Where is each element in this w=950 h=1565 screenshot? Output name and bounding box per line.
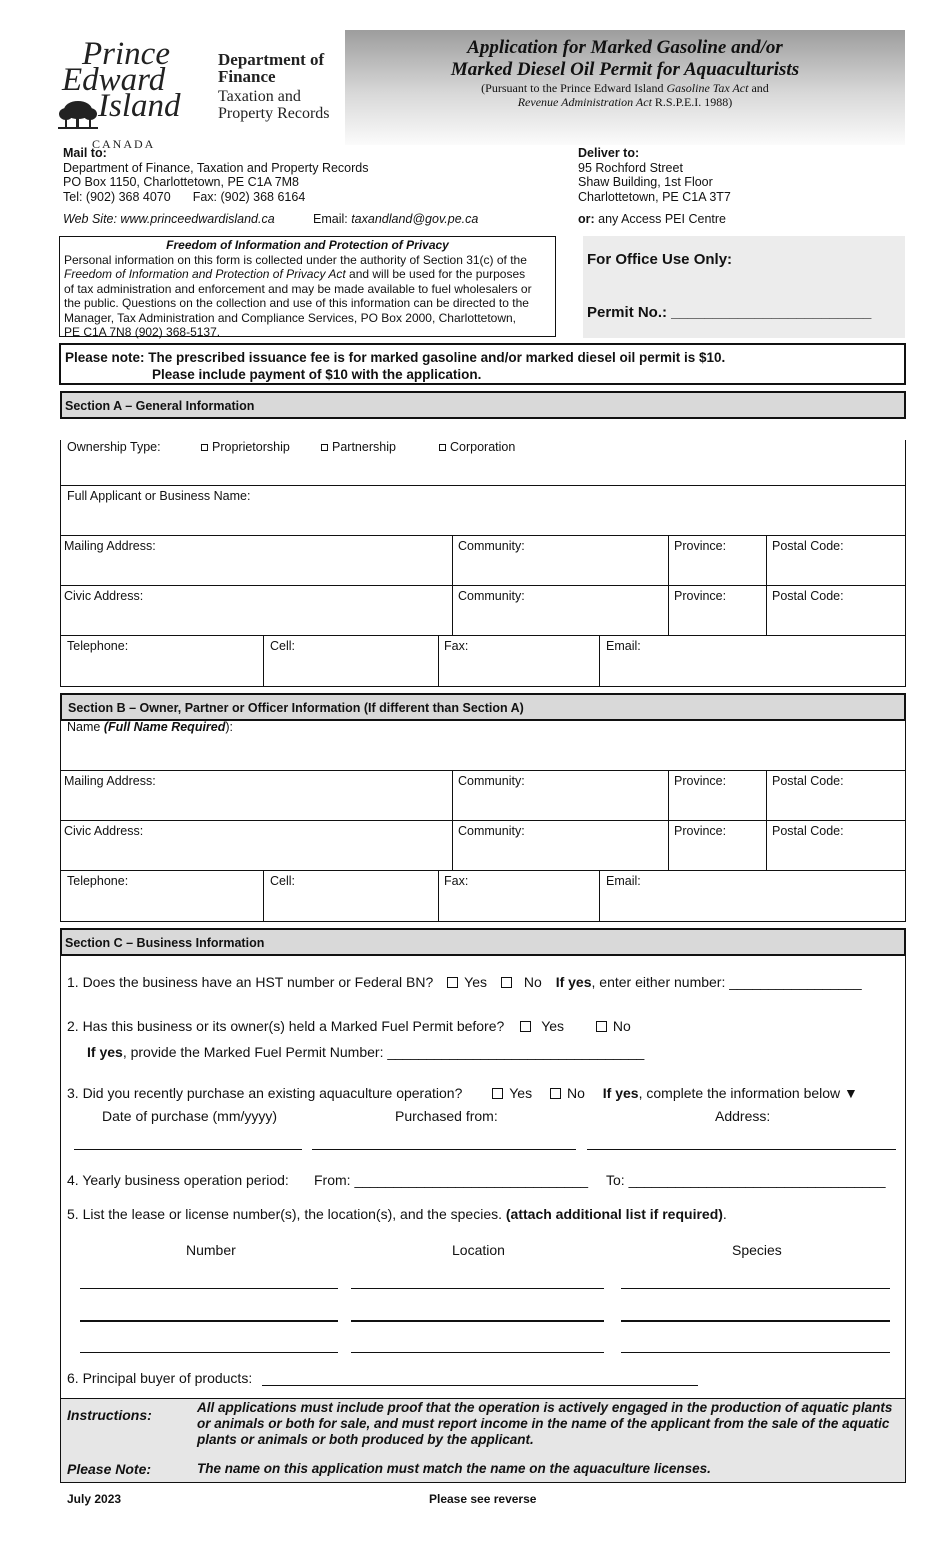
q3-text: 3. Did you recently purchase an existing aquaculture operation? <box>67 1085 463 1101</box>
question-5 <box>67 1206 727 1222</box>
section-a-header: Section A – General Information <box>60 391 906 419</box>
b-mailing-province-field[interactable] <box>669 771 767 821</box>
a-mailing-community-field[interactable] <box>453 536 669 586</box>
dept-line3: Taxation and <box>218 88 301 105</box>
email-label: Email: <box>313 212 352 226</box>
lease-species-input-3[interactable] <box>621 1352 890 1353</box>
b-mailing-postal-label: Postal Code: <box>772 774 844 788</box>
please-note-text: The name on this application must match the name on the aquaculture licenses. <box>197 1461 711 1476</box>
q2-yes-label: Yes <box>541 1018 565 1034</box>
operation-from-field[interactable]: From: ______________________________ <box>314 1172 589 1188</box>
a-email-label: Email: <box>606 639 641 653</box>
q3-ifyes: If yes <box>602 1085 639 1101</box>
footer-see-reverse: Please see reverse <box>429 1492 537 1506</box>
q5-bold: (attach additional list if required) <box>505 1206 723 1222</box>
b-civic-postal-field[interactable] <box>767 821 906 871</box>
q1-yes-checkbox[interactable] <box>447 977 458 988</box>
privacy-act-name: Freedom of Information and Protection of Privacy Act <box>64 267 346 281</box>
dept-line2: Finance <box>218 67 276 86</box>
office-use-title: For Office Use Only: <box>587 251 733 268</box>
a-civic-province-label: Province: <box>674 589 727 603</box>
purchase-address-label: Address: <box>715 1108 771 1124</box>
purchase-date-input[interactable] <box>74 1149 302 1150</box>
column-number: Number <box>186 1242 236 1258</box>
b-civic-community-label: Community: <box>458 824 525 838</box>
privacy-line2-rest: and will be used for the purposes <box>345 267 526 281</box>
subtitle-act-1: Gasoline Tax Act <box>666 81 749 95</box>
section-c-header: Section C – Business Information <box>60 928 906 956</box>
subtitle-text-c: and <box>748 81 769 95</box>
question-3 <box>67 1085 858 1101</box>
q3-yes-label: Yes <box>509 1085 533 1101</box>
a-civic-community-field[interactable] <box>453 586 669 636</box>
mail-tel: Tel: (902) 368 4070 <box>63 189 171 204</box>
a-civic-address-field[interactable] <box>61 586 453 636</box>
a-mailing-postal-field[interactable] <box>767 536 906 586</box>
b-name-field[interactable] <box>61 720 906 771</box>
q3-yes-checkbox[interactable] <box>492 1088 503 1099</box>
permit-number-field: Permit No.: ________________________ <box>587 304 872 321</box>
column-location: Location <box>452 1242 505 1258</box>
section-b-fields <box>60 720 906 922</box>
question-6: 6. Principal buyer of products: <box>67 1370 253 1386</box>
form-title-banner <box>345 30 905 145</box>
a-civic-postal-label: Postal Code: <box>772 589 844 603</box>
b-civic-community-field[interactable] <box>453 821 669 871</box>
privacy-line1: Personal information on this form is collected under the authority of Section 31(c) of the <box>64 252 527 267</box>
privacy-line2 <box>64 267 551 282</box>
b-name-label-c: ): <box>225 720 234 734</box>
a-mailing-province-label: Province: <box>674 539 727 553</box>
privacy-line5: Manager, Tax Administration and Compliance Services, PO Box 2000, Charlottetown, <box>64 310 517 325</box>
q2-no-label: No <box>612 1018 631 1034</box>
ownership-label: Ownership Type: <box>67 440 161 454</box>
q2-ifyes: If yes <box>87 1044 123 1060</box>
a-fax-field[interactable] <box>439 636 600 687</box>
b-telephone-label: Telephone: <box>67 874 129 888</box>
purchase-date-label: Date of purchase (mm/yyyy) <box>102 1108 278 1124</box>
corporation-label: Corporation <box>450 440 516 454</box>
or-label: or: <box>578 212 595 226</box>
b-mailing-address-field[interactable] <box>61 771 453 821</box>
section-b-header: Section B – Owner, Partner or Officer Information (If different than Section A) <box>60 693 906 721</box>
b-name-label-a: Name <box>67 720 104 734</box>
deliver-line3: Charlottetown, PE C1A 3T7 <box>578 189 731 204</box>
ownership-corporation[interactable] <box>439 440 515 454</box>
mail-fax: Fax: (902) 368 6164 <box>192 189 306 204</box>
q3-no-checkbox[interactable] <box>550 1088 561 1099</box>
principal-buyer-input[interactable] <box>262 1385 698 1386</box>
subtitle-text-a: (Pursuant to the Prince Edward Island <box>481 81 667 95</box>
b-mailing-province-label: Province: <box>674 774 727 788</box>
b-civic-label: Civic Address: <box>64 824 144 838</box>
b-cell-label: Cell: <box>270 874 296 888</box>
lease-location-input-2[interactable] <box>351 1320 604 1322</box>
operation-to-field[interactable]: To: _________________________________ <box>606 1172 886 1188</box>
q1-no-label: No <box>523 974 542 990</box>
question-2 <box>67 1018 631 1034</box>
logo-word-prince: Prince <box>82 36 170 72</box>
a-civic-postal-field[interactable] <box>767 586 906 636</box>
b-mailing-postal-field[interactable] <box>767 771 906 821</box>
deliver-line1: 95 Rochford Street <box>578 160 683 175</box>
privacy-line6: PE C1A 7N8 (902) 368-5137. <box>64 325 221 339</box>
pei-logo <box>52 36 212 151</box>
a-email-field[interactable] <box>600 636 906 687</box>
deliver-line2: Shaw Building, 1st Floor <box>578 175 713 189</box>
q2-no-checkbox[interactable] <box>596 1021 607 1032</box>
privacy-line3: of tax administration and enforcement and may be made available to fuel wholesalers or <box>64 281 532 296</box>
a-cell-field[interactable] <box>264 636 439 687</box>
email-address[interactable]: taxandland@gov.pe.ca <box>351 212 479 226</box>
b-civic-address-field[interactable] <box>61 821 453 871</box>
form-title-line2: Marked Diesel Oil Permit for Aquaculturists <box>450 59 800 80</box>
instructions-label: Instructions: <box>67 1407 152 1423</box>
privacy-title: Freedom of Information and Protection of Privacy <box>166 238 449 252</box>
lease-species-input-2[interactable] <box>621 1320 890 1322</box>
or-text: any Access PEI Centre <box>594 212 726 226</box>
q3-no-label: No <box>566 1085 585 1101</box>
a-cell-label: Cell: <box>270 639 296 653</box>
privacy-line4: the public. Questions on the collection and use of this information can be directed to the <box>64 296 529 310</box>
fee-note-line2: Please include payment of $10 with the application. <box>152 367 482 382</box>
b-mailing-community-label: Community: <box>458 774 525 788</box>
lease-species-input-1[interactable] <box>621 1288 890 1289</box>
q5-text: 5. List the lease or license number(s), the location(s), and the species. <box>67 1206 506 1222</box>
partnership-checkbox[interactable] <box>321 444 328 451</box>
mail-to-block <box>63 146 369 204</box>
dept-line1: Department of <box>218 50 325 69</box>
deliver-to-label: Deliver to: <box>578 146 640 160</box>
mail-line2: PO Box 1150, Charlottetown, PE C1A 7M8 <box>63 175 300 189</box>
a-telephone-label: Telephone: <box>67 639 129 653</box>
proprietorship-label: Proprietorship <box>212 440 290 454</box>
a-fax-label: Fax: <box>444 639 469 653</box>
q2-text: 2. Has this business or its owner(s) held a Marked Fuel Permit before? <box>67 1018 505 1034</box>
logo-word-island: Island <box>98 88 181 124</box>
purchase-address-input[interactable] <box>587 1149 896 1150</box>
department-name <box>218 50 330 123</box>
website: Web Site: www.princeedwardisland.ca <box>63 212 275 226</box>
please-note-label: Please Note: <box>67 1461 152 1477</box>
mail-line1: Department of Finance, Taxation and Property Records <box>63 160 369 175</box>
b-telephone-field[interactable] <box>61 871 264 922</box>
fee-note-line1: Please note: The prescribed issuance fee is for marked gasoline and/or marked diesel oil permit is $10. <box>65 350 726 365</box>
a-mailing-province-field[interactable] <box>669 536 767 586</box>
dept-line4: Property Records <box>218 105 330 122</box>
b-email-label: Email: <box>606 874 641 888</box>
b-cell-field[interactable] <box>264 871 439 922</box>
proprietorship-checkbox[interactable] <box>201 444 208 451</box>
lease-location-input-3[interactable] <box>351 1352 604 1353</box>
q4-text: 4. Yearly business operation period: <box>67 1172 289 1188</box>
purchased-from-label: Purchased from: <box>395 1108 498 1124</box>
column-species: Species <box>732 1242 782 1258</box>
fee-note <box>59 343 906 385</box>
subtitle-text-d: R.S.P.E.I. 1988) <box>651 95 733 109</box>
full-name-field[interactable] <box>61 486 906 536</box>
b-civic-province-field[interactable] <box>669 821 767 871</box>
office-use-box <box>583 236 905 338</box>
form-subtitle-line1 <box>345 81 905 95</box>
a-telephone-field[interactable] <box>61 636 264 687</box>
b-civic-province-label: Province: <box>674 824 727 838</box>
b-mailing-community-field[interactable] <box>453 771 669 821</box>
mail-phone-fax <box>63 190 369 205</box>
q1-yes-label: Yes <box>464 974 488 990</box>
corporation-checkbox[interactable] <box>439 444 446 451</box>
a-civic-community-label: Community: <box>458 589 525 603</box>
b-email-field[interactable] <box>600 871 906 922</box>
a-mailing-community-label: Community: <box>458 539 525 553</box>
b-fax-label: Fax: <box>444 874 469 888</box>
q1-text: 1. Does the business have an HST number or Federal BN? <box>67 974 434 990</box>
a-mailing-address-field[interactable] <box>61 536 453 586</box>
lease-number-input-1[interactable] <box>80 1288 338 1289</box>
question-4 <box>67 1172 289 1188</box>
logo-canada: CANADA <box>92 137 156 151</box>
b-name-label-b: (Full Name Required <box>103 720 226 734</box>
purchased-from-input[interactable] <box>312 1149 576 1150</box>
q5-end: . <box>722 1206 727 1222</box>
form-subtitle-line2 <box>345 95 905 109</box>
a-civic-label: Civic Address: <box>64 589 144 603</box>
a-mailing-postal-label: Postal Code: <box>772 539 844 553</box>
logo-word-edward: Edward <box>62 62 166 98</box>
q1-ifyes: If yes <box>555 974 592 990</box>
footer-date: July 2023 <box>67 1492 122 1506</box>
contact-email <box>313 212 478 226</box>
mail-to-label: Mail to: <box>63 146 107 160</box>
q2-permit-number-field[interactable]: , provide the Marked Fuel Permit Number: _________________________________ <box>122 1044 645 1060</box>
q3-tail: , complete the information below ▼ <box>638 1085 858 1101</box>
question-1 <box>67 974 862 990</box>
lease-number-input-2[interactable] <box>80 1320 338 1322</box>
ownership-proprietorship[interactable] <box>201 440 290 454</box>
deliver-to-block <box>578 146 731 204</box>
subtitle-act-2: Revenue Administration Act <box>517 95 652 109</box>
partnership-label: Partnership <box>332 440 396 454</box>
ownership-row <box>61 440 906 486</box>
b-mailing-label: Mailing Address: <box>64 774 156 788</box>
form-title-line1: Application for Marked Gasoline and/or <box>467 37 783 58</box>
instructions-box <box>60 1398 906 1483</box>
section-a-fields <box>60 440 906 687</box>
q1-no-checkbox[interactable] <box>501 977 512 988</box>
tree-icon <box>56 100 100 130</box>
ownership-partnership[interactable] <box>321 440 396 454</box>
instructions-text: All applications must include proof that the operation is actively engaged in the production of aquatic plants or animals or both for sale, and must report income in the name of the applicant from the sale of the aquatic plants or animals or both produced by the applicant. <box>197 1400 893 1447</box>
b-fax-field[interactable] <box>439 871 600 922</box>
lease-number-input-3[interactable] <box>80 1352 338 1353</box>
full-name-label: Full Applicant or Business Name: <box>67 489 251 503</box>
lease-location-input-1[interactable] <box>351 1288 604 1289</box>
deliver-or <box>578 212 726 226</box>
q2-yes-checkbox[interactable] <box>520 1021 531 1032</box>
privacy-notice <box>59 236 556 337</box>
question-2-followup <box>87 1044 644 1060</box>
q1-number-field[interactable]: , enter either number: _________________ <box>591 974 862 990</box>
b-civic-postal-label: Postal Code: <box>772 824 844 838</box>
a-civic-province-field[interactable] <box>669 586 767 636</box>
a-mailing-label: Mailing Address: <box>64 539 156 553</box>
